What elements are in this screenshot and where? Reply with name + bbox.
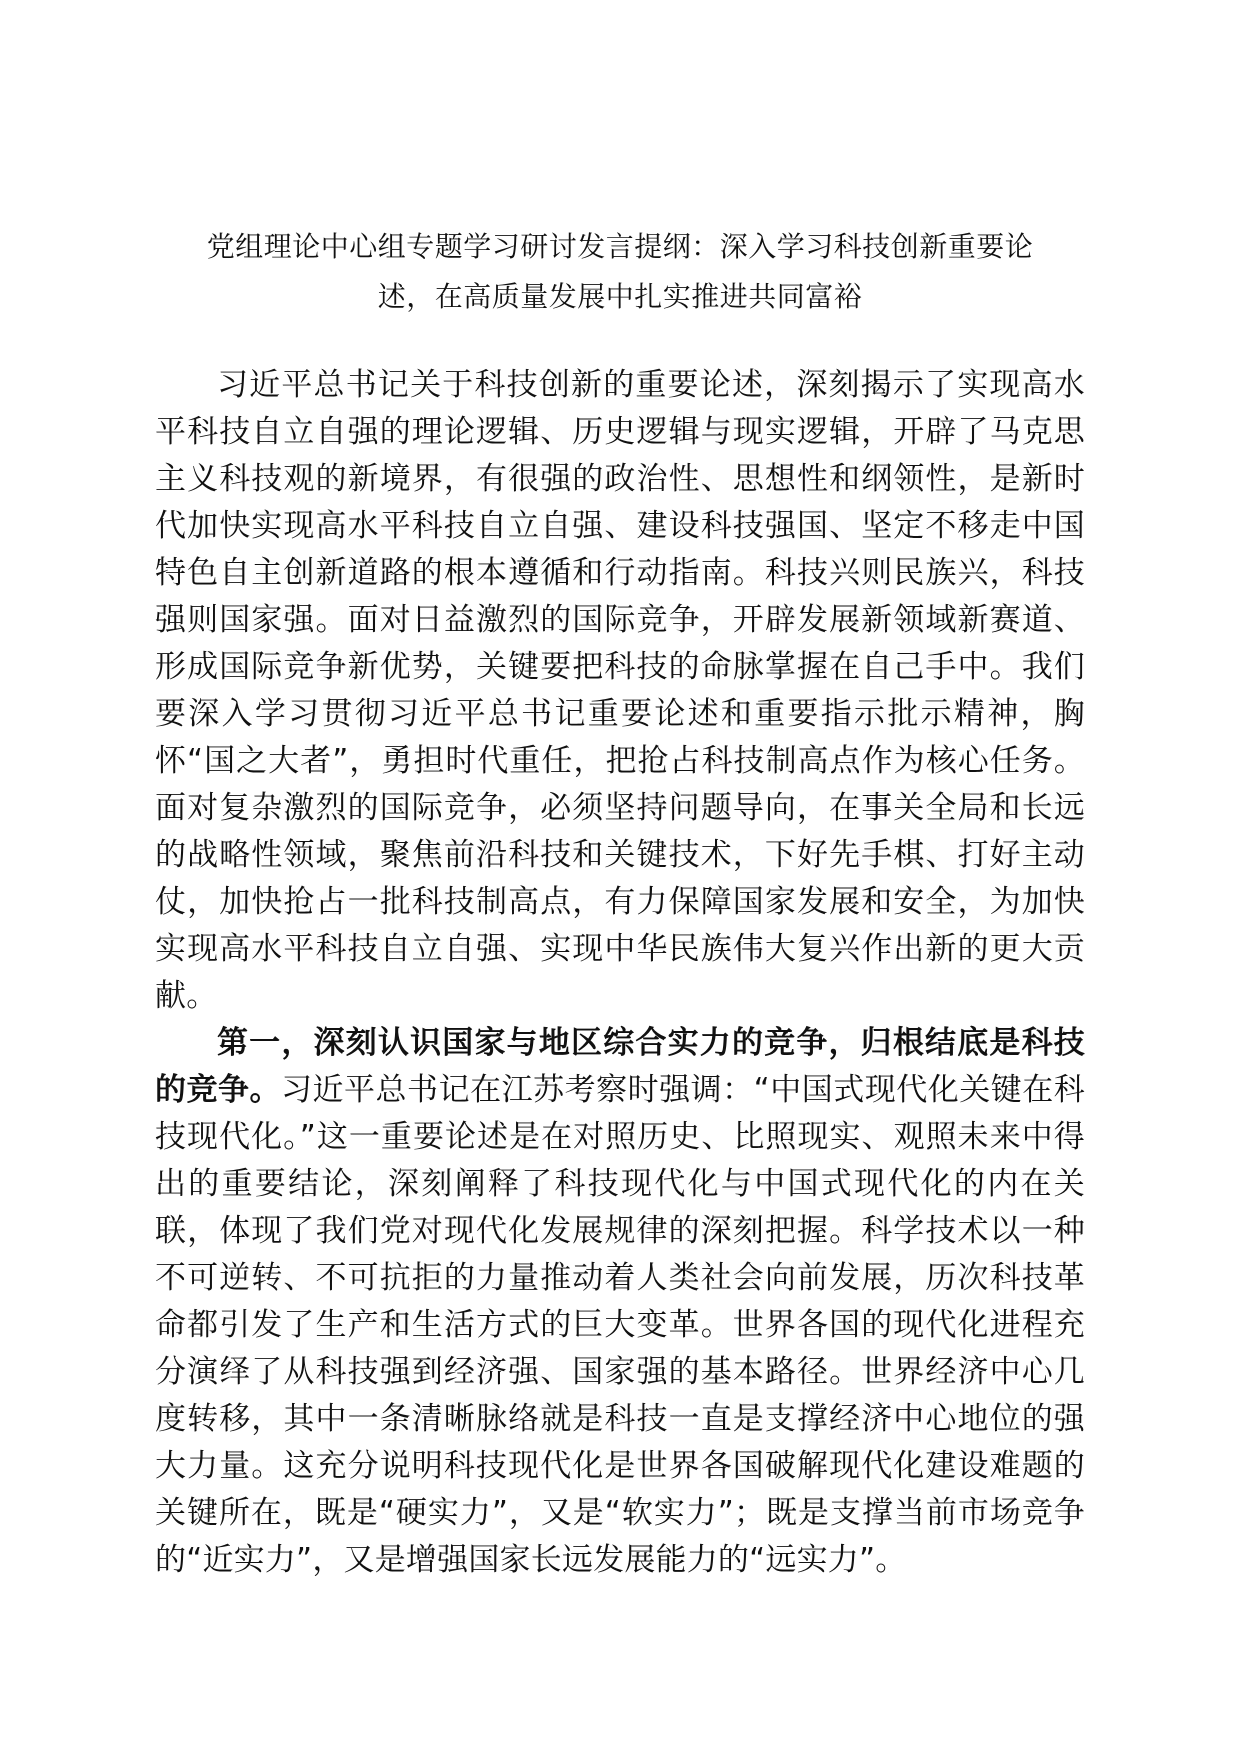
paragraph-point-one xyxy=(155,1020,1085,1584)
paragraph-intro-text: 习近平总书记关于科技创新的重要论述，深刻揭示了实现高水平科技自立自强的理论逻辑、历史逻辑与现实逻辑，开辟了马克思主义科技观的新境界，有很强的政治性、思想性和纲领性，是新时代加快实现高水平科技自立自强、建设科技强国、坚定不移走中国特色自主创新道路的根本遵循和行动指南。科技兴则民族兴，科技强则国家强。面对日益激烈的国际竞争，开辟发展新领域新赛道、形成国际竞争新优势，关键要把科技的命脉掌握在自己手中。我们要深入学习贯彻习近平总书记重要论述和重要指示批示精神，胸怀“国之大者”，勇担时代重任，把抢占科技制高点作为核心任务。面对复杂激烈的国际竞争，必须坚持问题导向，在事关全局和长远的战略性领域，聚焦前沿科技和关键技术，下好先手棋、打好主动仗，加快抢占一批科技制高点，有力保障国家发展和安全，为加快实现高水平科技自立自强、实现中华民族伟大复兴作出新的更大贡献。 xyxy=(155,367,1085,1014)
title-line-1: 党组理论中心组专题学习研讨发言提纲：深入学习科技创新重要论 xyxy=(206,230,1034,263)
paragraph-point-one-text: 习近平总书记在江苏考察时强调：“中国式现代化关键在科技现代化。”这一重要论述是在对照历史、比照现实、观照未来中得出的重要结论，深刻阐释了科技现代化与中国式现代化的内在关联，体现了我们党对现代化发展规律的深刻把握。科学技术以一种不可逆转、不可抗拒的力量推动着人类社会向前发展，历次科技革命都引发了生产和生活方式的巨大变革。世界各国的现代化进程充分演绎了从科技强到经济强、国家强的基本路径。世界经济中心几度转移，其中一条清晰脉络就是科技一直是支撑经济中心地位的强大力量。这充分说明科技现代化是世界各国破解现代化建设难题的关键所在，既是“硬实力”，又是“软实力”；既是支撑当前市场竞争的“近实力”，又是增强国家长远发展能力的“远实力”。 xyxy=(155,1072,1085,1578)
title-line-2: 述，在高质量发展中扎实推进共同富裕 xyxy=(377,280,863,313)
document-body xyxy=(155,362,1085,1584)
document-title xyxy=(155,222,1085,322)
paragraph-point-one-heading: 第一，深刻认识国家与地区综合实力的竞争，归根结底是科技的竞争。 xyxy=(155,1025,1085,1108)
document-page xyxy=(155,222,1085,1584)
paragraph-intro xyxy=(155,362,1085,1020)
